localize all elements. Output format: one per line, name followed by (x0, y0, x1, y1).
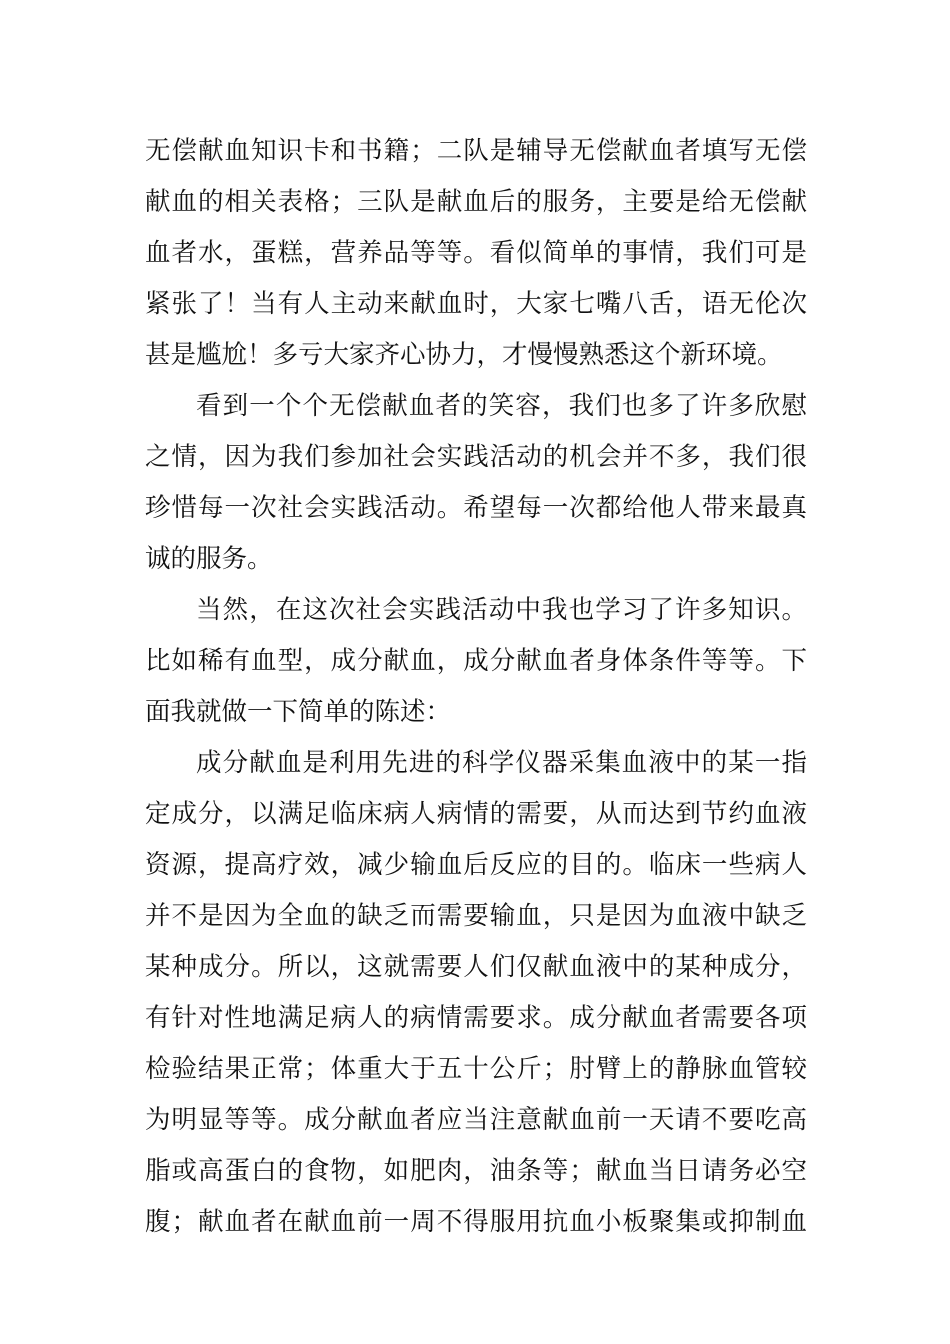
text-line: 紧张了！当有人主动来献血时，大家七嘴八舌，语无伦次 (145, 289, 807, 319)
text-line: 比如稀有血型，成分献血，成分献血者身体条件等等。下 (145, 646, 807, 676)
text-line: 定成分，以满足临床病人病情的需要，从而达到节约血液 (145, 799, 807, 829)
text-line: 脂或高蛋白的食物，如肥肉，油条等；献血当日请务必空 (145, 1156, 807, 1186)
text-line: 诚的服务。 (145, 544, 273, 574)
paragraph-start-line: 当然，在这次社会实践活动中我也学习了许多知识。 (196, 595, 807, 625)
text-line: 腹；献血者在献血前一周不得服用抗血小板聚集或抑制血 (145, 1207, 807, 1237)
text-line: 无偿献血知识卡和书籍；二队是辅导无偿献血者填写无偿 (145, 136, 807, 166)
text-line: 并不是因为全血的缺乏而需要输血，只是因为血液中缺乏 (145, 901, 807, 931)
text-line: 某种成分。所以，这就需要人们仅献血液中的某种成分， (145, 952, 807, 982)
text-line: 有针对性地满足病人的病情需要求。成分献血者需要各项 (145, 1003, 807, 1033)
text-line: 之情，因为我们参加社会实践活动的机会并不多，我们很 (145, 442, 807, 472)
text-line: 面我就做一下简单的陈述： (145, 697, 452, 727)
text-line: 资源，提高疗效，减少输血后反应的目的。临床一些病人 (145, 850, 807, 880)
paragraph-start-line: 成分献血是利用先进的科学仪器采集血液中的某一指 (196, 748, 807, 778)
text-line: 献血的相关表格；三队是献血后的服务，主要是给无偿献 (145, 187, 807, 217)
text-line: 甚是尴尬！多亏大家齐心协力，才慢慢熟悉这个新环境。 (145, 340, 783, 370)
text-line: 血者水，蛋糕，营养品等等。看似简单的事情，我们可是 (145, 238, 807, 268)
text-line: 珍惜每一次社会实践活动。希望每一次都给他人带来最真 (145, 493, 807, 523)
paragraph-start-line: 看到一个个无偿献血者的笑容，我们也多了许多欣慰 (196, 391, 807, 421)
text-line: 检验结果正常；体重大于五十公斤；肘臂上的静脉血管较 (145, 1054, 807, 1084)
text-line: 为明显等等。成分献血者应当注意献血前一天请不要吃高 (145, 1105, 807, 1135)
